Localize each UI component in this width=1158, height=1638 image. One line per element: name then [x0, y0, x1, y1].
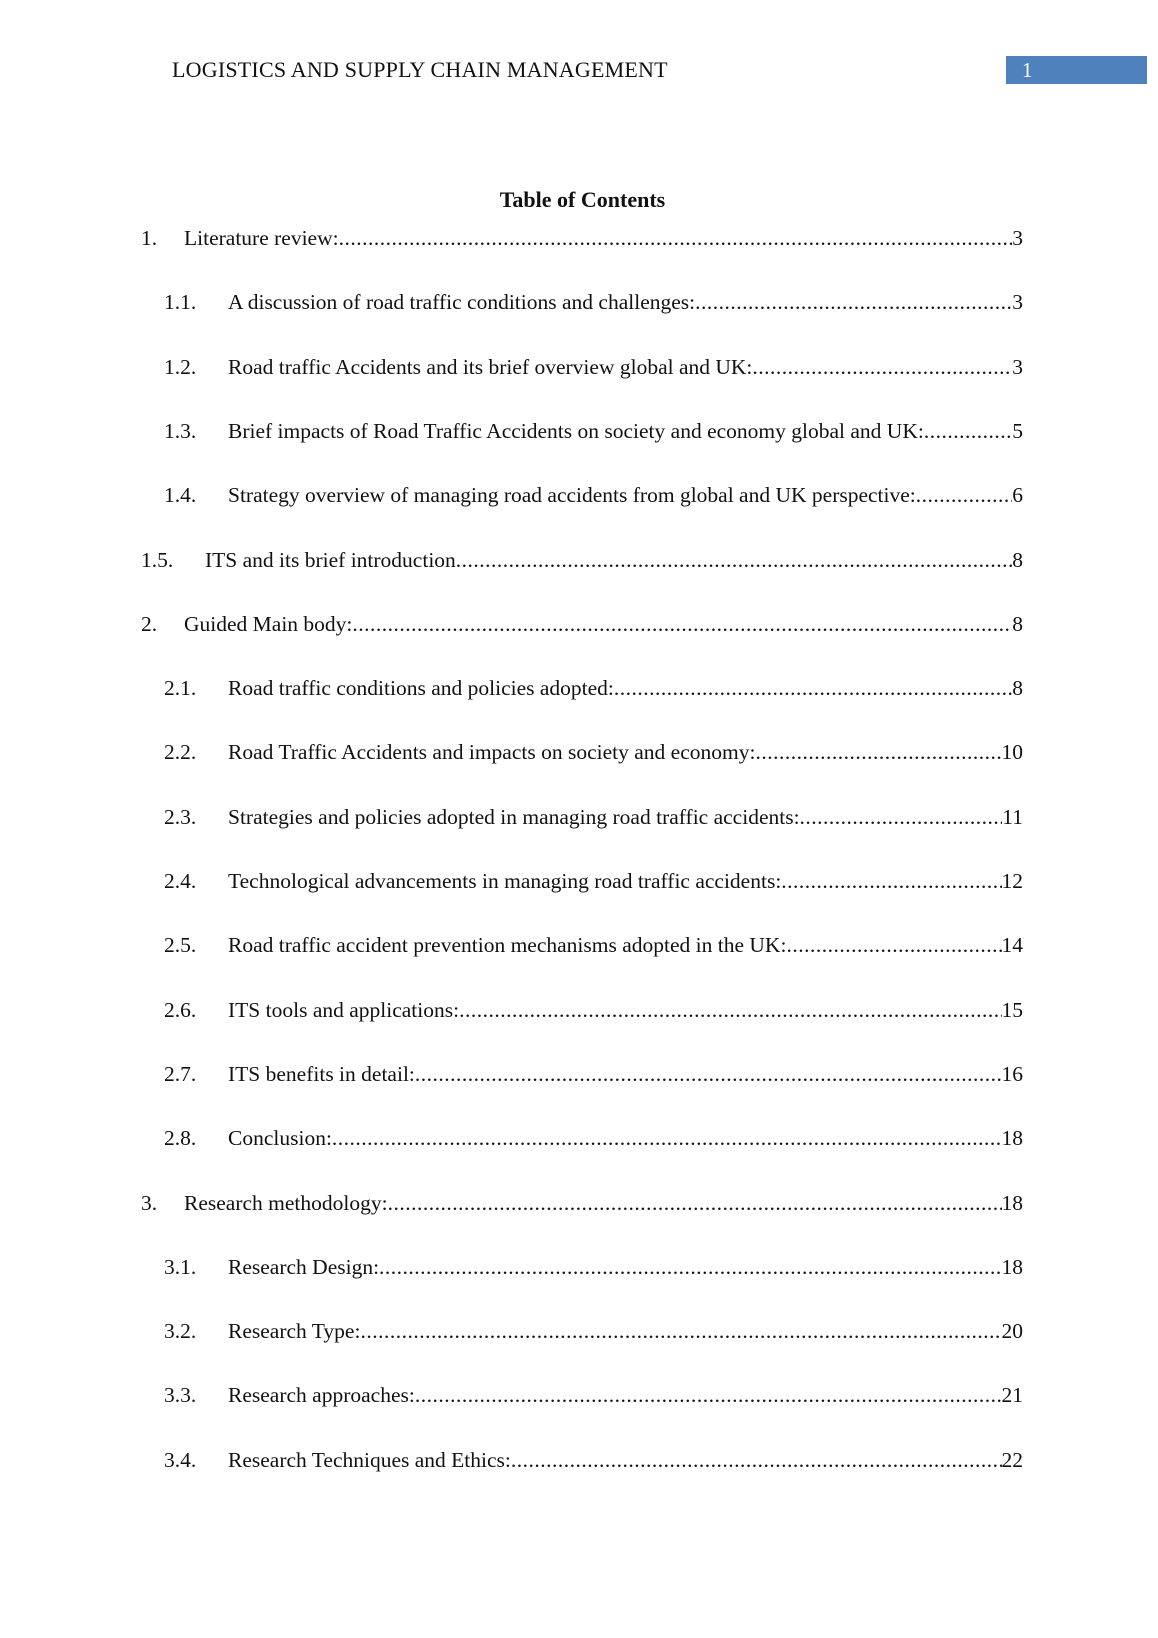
toc-entry-page: 18 — [1001, 1254, 1023, 1279]
running-header-title: LOGISTICS AND SUPPLY CHAIN MANAGEMENT — [172, 57, 668, 82]
toc-entry-number: 1.4. — [164, 483, 197, 508]
toc-entry-number: 3.2. — [164, 1319, 197, 1344]
toc-entry-page: 20 — [1001, 1319, 1023, 1344]
toc-entry[interactable] — [164, 998, 1023, 1028]
toc-entry[interactable] — [164, 419, 1023, 449]
toc-entry[interactable] — [164, 1448, 1023, 1478]
toc-entry-label: Strategies and policies adopted in managing road traffic accidents: — [228, 804, 800, 829]
toc-entry-label: Strategy overview of managing road accidents from global and UK perspective: — [228, 483, 916, 508]
toc-entry-number: 2.6. — [164, 997, 197, 1022]
toc-entry[interactable] — [141, 612, 1023, 642]
toc-entry-page: 21 — [1001, 1383, 1023, 1408]
toc-dot-leader — [924, 419, 1012, 444]
toc-entry-number: 2.7. — [164, 1061, 197, 1086]
toc-entry-page: 18 — [1001, 1190, 1023, 1215]
toc-entry[interactable] — [164, 1319, 1023, 1349]
toc-dot-leader — [755, 740, 1001, 765]
toc-entry-label: ITS tools and applications: — [228, 997, 460, 1022]
toc-entry[interactable] — [164, 1255, 1023, 1285]
toc-entry-label: Research Techniques and Ethics: — [228, 1447, 511, 1472]
toc-entry[interactable] — [164, 933, 1023, 963]
toc-entry[interactable] — [164, 483, 1023, 513]
toc-dot-leader — [752, 355, 1012, 380]
toc-entry-page: 3 — [1012, 290, 1023, 315]
toc-entry[interactable] — [164, 869, 1023, 899]
page-number-badge: 1 — [1006, 56, 1147, 84]
toc-entry-label: Brief impacts of Road Traffic Accidents on society and economy global and UK: — [228, 418, 924, 443]
toc-entry-page: 11 — [1002, 804, 1023, 829]
toc-entry-number: 3.4. — [164, 1447, 197, 1472]
toc-dot-leader — [786, 933, 1001, 958]
toc-entry-number: 2.1. — [164, 676, 197, 701]
toc-entry[interactable] — [164, 1062, 1023, 1092]
toc-entry-number: 1.5. — [141, 547, 174, 572]
toc-dot-leader — [916, 483, 1012, 508]
toc-entry-page: 10 — [1001, 740, 1023, 765]
toc-dot-leader — [352, 612, 1012, 637]
toc-entry-number: 2.2. — [164, 740, 197, 765]
toc-entry-label: Research methodology: — [184, 1190, 388, 1215]
toc-entry-label: Literature review: — [184, 226, 339, 250]
toc-entry[interactable] — [141, 1191, 1023, 1221]
toc-entry-label: Research Design: — [228, 1254, 380, 1279]
toc-entry-label: Guided Main body: — [184, 611, 353, 636]
toc-entry-label: Road traffic conditions and policies adopted: — [228, 676, 614, 701]
toc-entry[interactable] — [164, 290, 1023, 320]
toc-dot-leader — [695, 290, 1012, 315]
toc-entry-page: 14 — [1001, 933, 1023, 958]
toc-entry[interactable] — [164, 1383, 1023, 1413]
toc-entry-page: 8 — [1012, 676, 1023, 701]
toc-entry-number: 1.2. — [164, 354, 197, 379]
toc-entry[interactable] — [164, 805, 1023, 835]
toc-entry-page: 8 — [1012, 547, 1023, 572]
toc-dot-leader — [614, 676, 1012, 701]
toc-entry-page: 3 — [1012, 354, 1023, 379]
toc-entry-number: 2.5. — [164, 933, 197, 958]
toc-entry-label: ITS and its brief introduction — [205, 547, 456, 572]
toc-dot-leader — [339, 226, 1013, 251]
toc-entry-label: Conclusion: — [228, 1126, 332, 1151]
toc-entry-page: 8 — [1012, 611, 1023, 636]
toc-dot-leader — [388, 1191, 1002, 1216]
toc-entry-number: 1.3. — [164, 418, 197, 443]
toc-entry-number: 2.8. — [164, 1126, 197, 1151]
toc-entry-number: 2.3. — [164, 804, 197, 829]
toc-dot-leader — [459, 998, 1001, 1023]
toc-entry-label: Road Traffic Accidents and impacts on society and economy: — [228, 740, 756, 765]
toc-entry-label: Research approaches: — [228, 1383, 415, 1408]
toc-entry-number: 2.4. — [164, 869, 197, 893]
toc-entry-number: 3. — [141, 1190, 158, 1215]
toc-entry-page: 3 — [1012, 226, 1023, 250]
toc-dot-leader — [511, 1448, 1002, 1473]
toc-entry-label: Technological advancements in managing road traffic accidents: — [228, 869, 782, 893]
toc-entry-label: Road traffic Accidents and its brief overview global and UK: — [228, 354, 753, 379]
toc-entry[interactable] — [141, 548, 1023, 578]
toc-dot-leader — [781, 869, 1001, 894]
toc-entry-number: 2. — [141, 611, 158, 636]
toc-entry-page: 18 — [1001, 1126, 1023, 1151]
toc-entry[interactable] — [164, 740, 1023, 770]
toc-entry-label: A discussion of road traffic conditions and challenges: — [228, 290, 696, 315]
toc-dot-leader — [332, 1126, 1002, 1151]
toc-dot-leader — [379, 1255, 1001, 1280]
toc-title: Table of Contents — [499, 187, 666, 212]
toc-entry-page: 16 — [1001, 1061, 1023, 1086]
toc-entry[interactable] — [164, 676, 1023, 706]
toc-entry-label: Research Type: — [228, 1319, 361, 1344]
toc-entry-page: 12 — [1001, 869, 1023, 893]
toc-entry-number: 1. — [141, 226, 158, 250]
toc-dot-leader — [800, 805, 1003, 830]
toc-entry-page: 6 — [1012, 483, 1023, 508]
toc-entry-label: Road traffic accident prevention mechanisms adopted in the UK: — [228, 933, 787, 958]
toc-entry[interactable] — [164, 355, 1023, 385]
toc-dot-leader — [415, 1062, 1002, 1087]
toc-entry-label: ITS benefits in detail: — [228, 1061, 415, 1086]
toc-entry[interactable] — [141, 226, 1023, 256]
toc-dot-leader — [360, 1319, 1001, 1344]
toc-entry-page: 22 — [1001, 1447, 1023, 1472]
toc-dot-leader — [415, 1383, 1002, 1408]
toc-entry-number: 1.1. — [164, 290, 197, 315]
toc-entry[interactable] — [164, 1126, 1023, 1156]
toc-entry-number: 3.3. — [164, 1383, 197, 1408]
toc-entry-number: 3.1. — [164, 1254, 197, 1279]
toc-dot-leader — [456, 548, 1012, 573]
toc-entry-page: 15 — [1001, 997, 1023, 1022]
toc-entry-page: 5 — [1012, 418, 1023, 443]
